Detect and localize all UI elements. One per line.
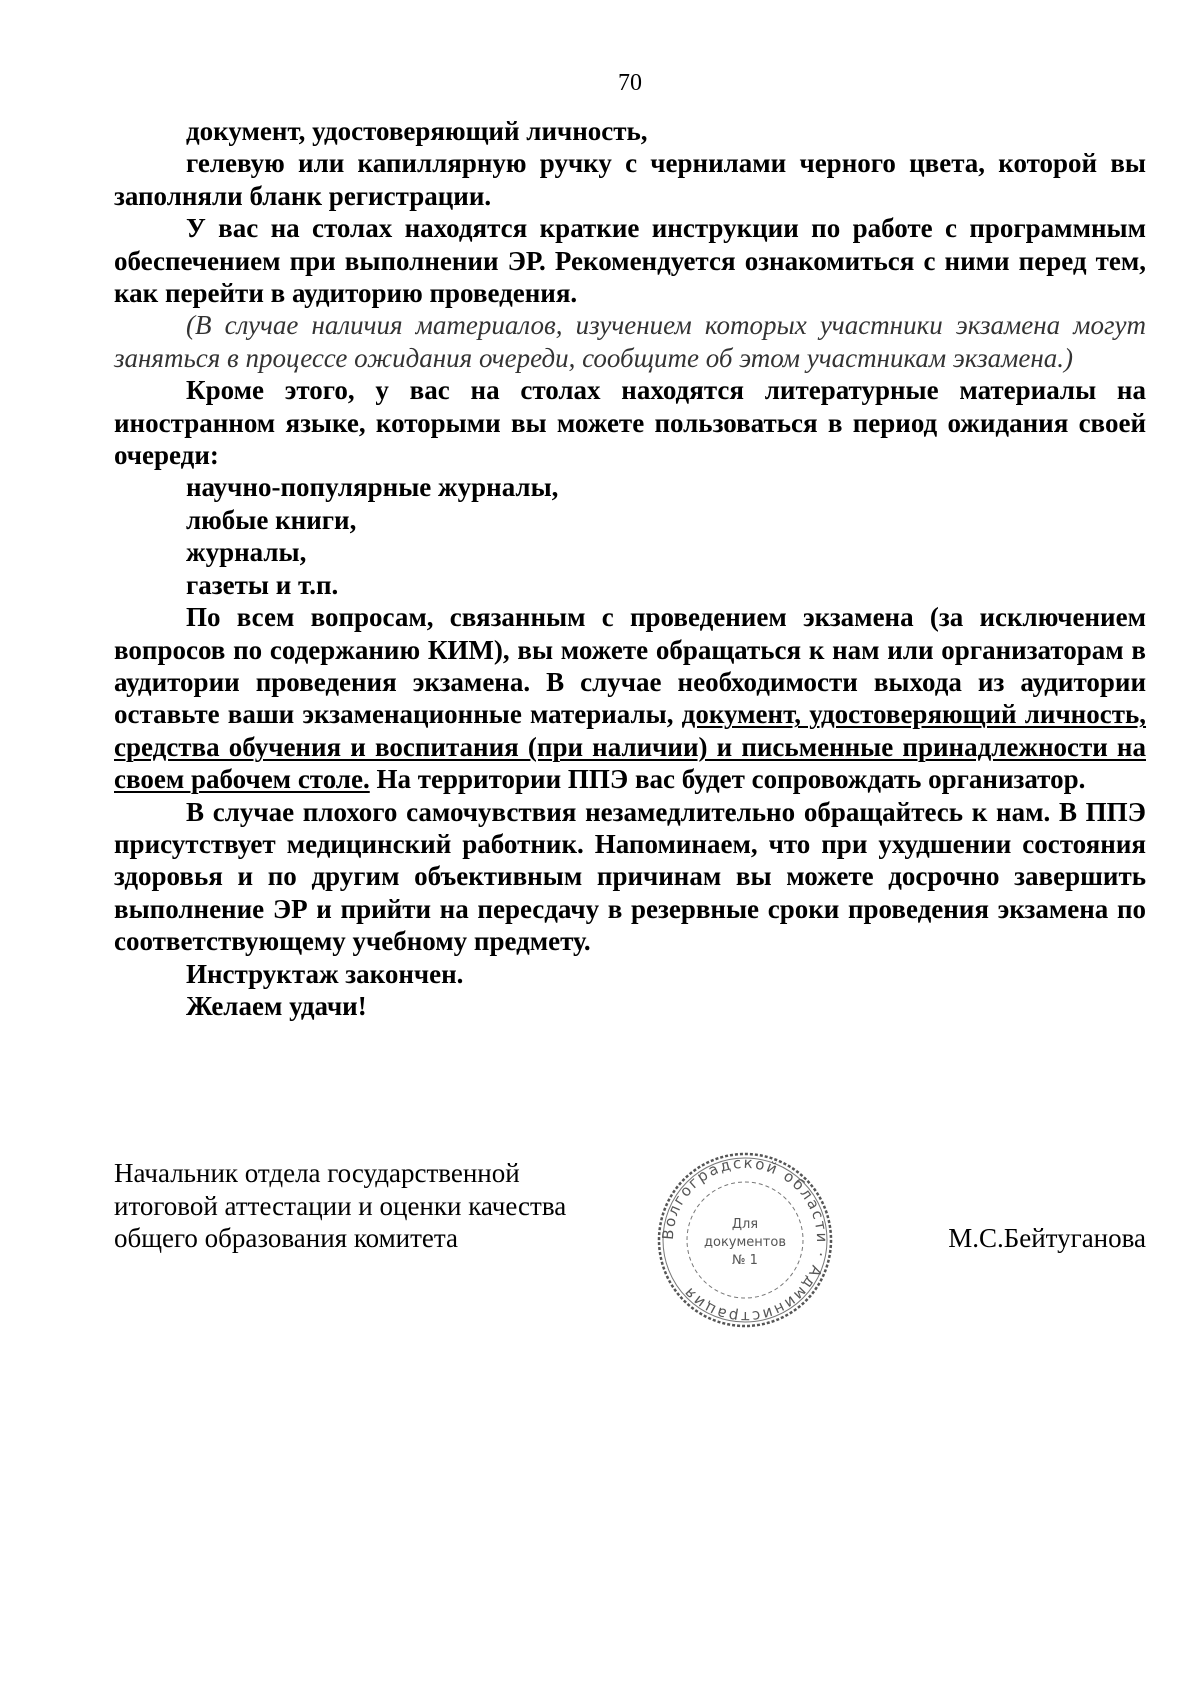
list-item: журналы, — [186, 537, 307, 568]
signer-name: М.С.Бейтуганова — [948, 1223, 1146, 1253]
signature-title-line: Начальник отдела государственной — [114, 1158, 520, 1188]
signature-title-line: итоговой аттестации и оценки качества — [114, 1190, 567, 1221]
paragraph-questions — [114, 601, 1146, 795]
paragraph-health: В случае плохого самочувствия незамедлительно обращайтесь к нам. В ППЭ присутствует медицинский работник. Напоминаем, что при ухудшении состояния здоровья и по другим объективным причинам вы можете досрочно завершить выполнение ЭР и прийти на пересдачу в резервные сроки проведения экзамена по соответствующему учебному предмету. — [114, 796, 1146, 957]
underlined-items: документ, удостоверяющий личность, средства обучения и воспитания (при наличии) и письменные принадлежности на своем рабочем столе. — [114, 699, 1147, 795]
official-stamp — [655, 1150, 835, 1330]
paragraph-id-document: документ, удостоверяющий личность, — [186, 116, 648, 146]
paragraph-instructions: У вас на столах находятся краткие инструкции по работе с программным обеспечением при выполнении ЭР. Рекомендуется ознакомиться с ними перед тем, как перейти в аудиторию проведения. — [114, 213, 1146, 309]
paragraph-briefing-finished: Инструктаж закончен. — [186, 958, 464, 989]
paragraph-literature: Кроме этого, у вас на столах находятся литературные материалы на иностранном языке, которыми вы можете пользоваться в период ожидания своей очереди: — [114, 375, 1146, 471]
paragraph-questions-end: На территории ППЭ вас будет сопровождать организатор. — [369, 764, 1086, 795]
paragraph-note: (В случае наличия материалов, изучением которых участники экзамена могут заняться в процессе ожидания очереди, сообщите об этом участникам экзамена.) — [114, 310, 1146, 373]
list-item: газеты и т.п. — [186, 569, 339, 600]
list-item: научно-популярные журналы, — [186, 472, 559, 503]
stamp-inner-line: документов — [704, 1235, 786, 1250]
paragraph-good-luck: Желаем удачи! — [186, 990, 367, 1021]
list-item: любые книги, — [186, 504, 357, 535]
stamp-outer-text: Волгоградской области · Администрация — [658, 1153, 832, 1327]
paragraph-questions-start: По всем вопросам, связанным с проведением экзамена (за исключением вопросов по содержанию КИМ), вы можете обращаться к нам или организаторам в аудитории проведения экзамена. В случае необходимости выхода из аудитории оставьте ваши экзаменационные материалы, — [114, 602, 1146, 730]
page-number: 70 — [618, 70, 642, 96]
signature-title-line: общего образования комитета — [114, 1223, 458, 1253]
stamp-inner-line: Для — [731, 1217, 759, 1232]
signature-block — [114, 1157, 566, 1255]
document-body — [114, 115, 1146, 1022]
stamp-inner-line: № 1 — [732, 1253, 758, 1268]
paragraph-pen: гелевую или капиллярную ручку с чернилами черного цвета, которой вы заполняли бланк регистрации. — [114, 148, 1146, 211]
